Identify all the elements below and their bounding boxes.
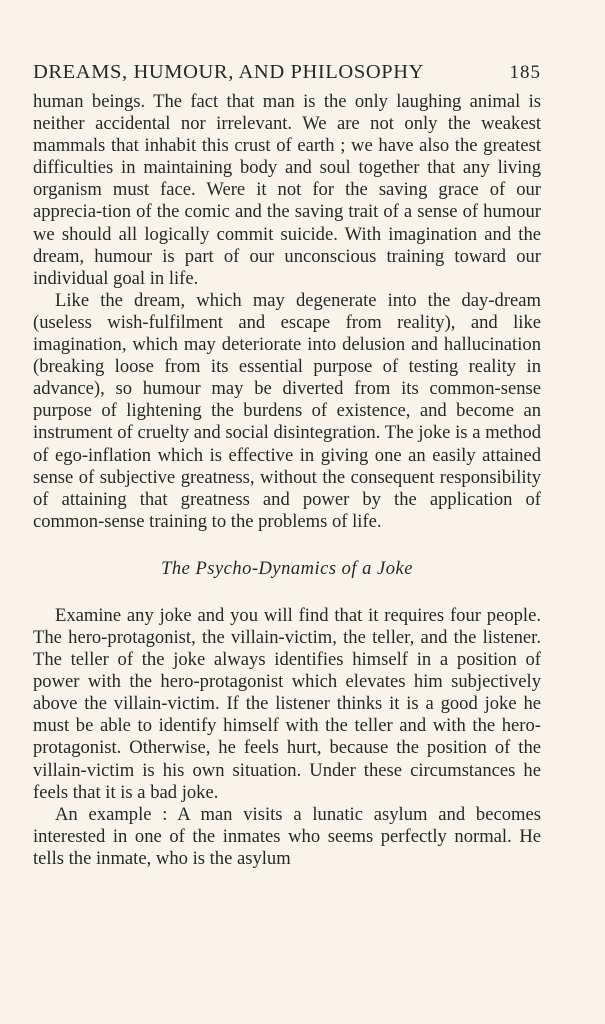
paragraph-continuation: human beings. The fact that man is the only laughing animal is neither accidental nor irrelevant. We are not only the weakest mammals that inhabit this crust of earth ; we have also the greatest difficulties in maintaining body and soul together that any living organism must face. Were it not for the saving grace of our apprecia-tion of the comic and the saving trait of a sense of humour we should all logically commit suicide. With imagination and the dream, humour is part of our unconscious training toward our individual goal in life. bbox=[33, 91, 541, 289]
page-number: 185 bbox=[509, 62, 541, 83]
paragraph-joke-people: Examine any joke and you will find that it requires four people. The hero-protagonist, the villain-victim, the teller, and the listener. The teller of the joke always identifies himself in a position of power with the hero-protagonist which elevates him subjectively above the villain-victim. If the listener thinks it is a good joke he must be able to identify himself with the teller and with the hero-protagonist. Otherwise, he feels hurt, because the position of the villain-victim is his own situation. Under these circumstances he feels that it is a bad joke. bbox=[33, 604, 541, 803]
section-heading: The Psycho-Dynamics of a Joke bbox=[161, 558, 413, 579]
running-header-title: DREAMS, HUMOUR, AND PHILOSOPHY bbox=[33, 61, 425, 83]
book-page bbox=[33, 56, 541, 870]
paragraph-example: An example : A man visits a lunatic asylum and becomes interested in one of the inmates who seems perfectly normal. He tells the inmate, who is the asylum bbox=[33, 803, 541, 869]
running-header bbox=[33, 56, 541, 89]
paragraph-daydream: Like the dream, which may degenerate into the day-dream (useless wish-fulfilment and escape from reality), and like imagination, which may deteriorate into delusion and hallucination (breaking loose from its essential purpose of testing reality in advance), so humour may be diverted from its common-sense purpose of lightening the burdens of existence, and become an instrument of cruelty and social disintegration. The joke is a method of ego-inflation which is effective in giving one an easily attained sense of subjective greatness, without the consequent responsibility of attaining that greatness and power by the application of common-sense training to the problems of life. bbox=[33, 289, 541, 532]
